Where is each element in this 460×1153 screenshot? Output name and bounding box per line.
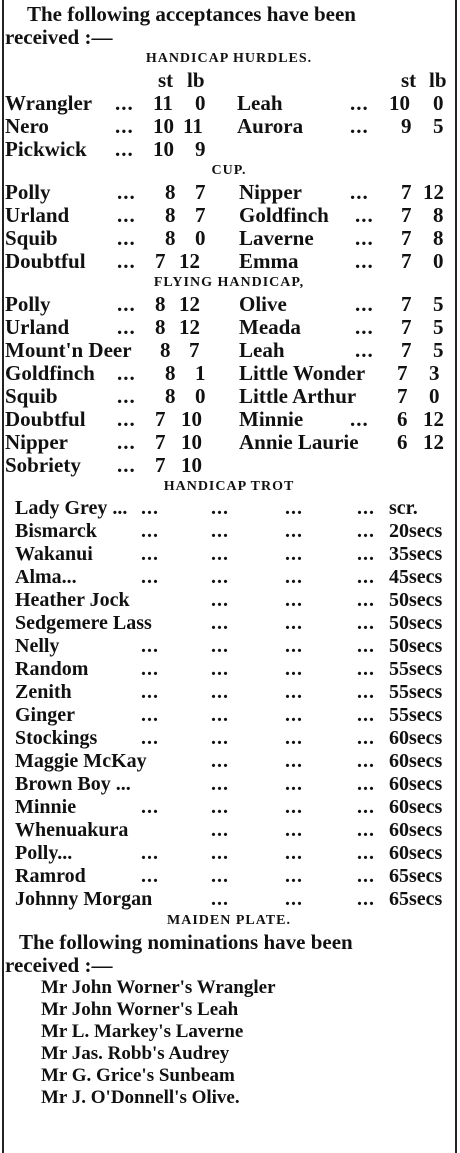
leader-dots: ...	[141, 520, 159, 542]
weight-st: 7	[155, 407, 166, 431]
weight-st: 8	[165, 384, 176, 408]
start-allowance: 60secs	[389, 796, 443, 818]
horse-name: Wrangler	[5, 91, 93, 115]
leader-dots: ...	[285, 658, 303, 680]
leader-dots: ...	[357, 589, 375, 611]
horse-name: Polly...	[15, 842, 73, 864]
leader-dots: ...	[285, 635, 303, 657]
leader-dots: ...	[285, 773, 303, 795]
leader-dots: ...	[355, 292, 374, 316]
leader-dots: ...	[115, 91, 134, 115]
leader-dots: ...	[211, 842, 229, 864]
leader-dots: ...	[117, 407, 136, 431]
horse-name: Mount'n Deer	[5, 338, 132, 362]
leader-dots: ...	[141, 796, 159, 818]
weight-lb: 10	[181, 430, 202, 454]
weight-lb: 9	[195, 137, 206, 161]
horse-name: Little Wonder	[239, 361, 366, 385]
leader-dots: ...	[285, 842, 303, 864]
horse-name: Squib	[5, 226, 58, 250]
start-allowance: 50secs	[389, 589, 443, 611]
column-rule-left	[2, 0, 4, 1153]
trot-entry-row	[5, 888, 453, 911]
leader-dots: ...	[357, 612, 375, 634]
horse-name: Nipper	[239, 180, 302, 204]
leader-dots: ...	[285, 681, 303, 703]
trot-entry-row	[5, 704, 453, 727]
leader-dots: ...	[357, 796, 375, 818]
leader-dots: ...	[211, 658, 229, 680]
weight-lb: 8	[433, 203, 444, 227]
start-allowance: 50secs	[389, 635, 443, 657]
weight-lb: 12	[423, 407, 444, 431]
nominations-list	[5, 977, 453, 1109]
start-allowance: 55secs	[389, 658, 443, 680]
entry-row	[5, 385, 453, 408]
weight-st: 7	[155, 430, 166, 454]
leader-dots: ...	[211, 727, 229, 749]
intro-line: received :—	[5, 25, 113, 49]
trot-entry-row	[5, 681, 453, 704]
horse-name: Zenith	[15, 681, 72, 703]
nomination-line: Mr G. Grice's Sunbeam	[41, 1065, 235, 1086]
leader-dots: ...	[117, 315, 136, 339]
leader-dots: ...	[211, 497, 229, 519]
weight-st: 8	[160, 338, 171, 362]
horse-name: Sedgemere Lass	[15, 612, 152, 634]
weight-st: 6	[397, 407, 408, 431]
horse-name: Alma...	[15, 566, 77, 588]
horse-name: Bismarck	[15, 520, 97, 542]
leader-dots: ...	[141, 543, 159, 565]
leader-dots: ...	[211, 750, 229, 772]
leader-dots: ...	[285, 497, 303, 519]
entry-row	[5, 204, 453, 227]
entry-row	[5, 362, 453, 385]
leader-dots: ...	[285, 520, 303, 542]
weight-st: 7	[155, 249, 166, 273]
hurdles-table	[5, 92, 453, 161]
horse-name: Doubtful	[5, 249, 86, 273]
entry-row	[5, 138, 453, 161]
horse-name: Whenuakura	[15, 819, 129, 841]
leader-dots: ...	[285, 612, 303, 634]
weight-st: 8	[165, 180, 176, 204]
start-allowance: scr.	[389, 497, 418, 519]
horse-name: Nelly	[15, 635, 60, 657]
weight-lb: 12	[179, 292, 200, 316]
leader-dots: ...	[285, 704, 303, 726]
leader-dots: ...	[117, 453, 136, 477]
weight-st: 7	[397, 361, 408, 385]
leader-dots: ...	[357, 704, 375, 726]
leader-dots: ...	[141, 704, 159, 726]
leader-dots: ...	[211, 681, 229, 703]
leader-dots: ...	[285, 543, 303, 565]
leader-dots: ...	[355, 315, 374, 339]
leader-dots: ...	[357, 543, 375, 565]
horse-name: Ramrod	[15, 865, 86, 887]
leader-dots: ...	[357, 727, 375, 749]
entry-row	[5, 181, 453, 204]
trot-entry-row	[5, 796, 453, 819]
entry-row	[5, 454, 453, 477]
leader-dots: ...	[355, 338, 374, 362]
leader-dots: ...	[357, 520, 375, 542]
unit-lb: lb	[187, 68, 205, 92]
leader-dots: ...	[141, 658, 159, 680]
trot-entry-row	[5, 635, 453, 658]
trot-entry-row	[5, 566, 453, 589]
weight-lb: 1	[195, 361, 206, 385]
horse-name: Leah	[237, 91, 283, 115]
horse-name: Olive	[239, 292, 287, 316]
leader-dots: ...	[141, 842, 159, 864]
trot-entry-row	[5, 612, 453, 635]
weight-st: 7	[401, 203, 412, 227]
trot-entry-row	[5, 543, 453, 566]
leader-dots: ...	[211, 888, 229, 910]
horse-name: Minnie	[239, 407, 304, 431]
weight-st: 11	[153, 91, 173, 115]
section-heading-hurdles: HANDICAP HURDLES.	[145, 51, 313, 66]
leader-dots: ...	[141, 566, 159, 588]
leader-dots: ...	[211, 543, 229, 565]
horse-name: Urland	[5, 315, 70, 339]
horse-name: Nipper	[5, 430, 68, 454]
start-allowance: 20secs	[389, 520, 443, 542]
horse-name: Pickwick	[5, 137, 87, 161]
leader-dots: ...	[357, 773, 375, 795]
horse-name: Nero	[5, 114, 49, 138]
horse-name: Ginger	[15, 704, 75, 726]
entry-row	[5, 316, 453, 339]
weight-lb: 10	[181, 453, 202, 477]
section-heading-flying: FLYING HANDICAP,	[153, 275, 305, 290]
horse-name: Goldfinch	[5, 361, 95, 385]
weight-lb: 5	[433, 292, 444, 316]
unit-st: st	[158, 68, 174, 92]
article	[5, 3, 453, 1109]
trot-entry-row	[5, 819, 453, 842]
horse-name: Aurora	[237, 114, 304, 138]
leader-dots: ...	[211, 635, 229, 657]
weight-st: 10	[153, 137, 174, 161]
horse-name: Brown Boy ...	[15, 773, 131, 795]
weight-st: 8	[155, 292, 166, 316]
leader-dots: ...	[357, 865, 375, 887]
horse-name: Polly	[5, 180, 51, 204]
horse-name: Stockings	[15, 727, 98, 749]
horse-name: Annie Laurie	[239, 430, 359, 454]
leader-dots: ...	[141, 727, 159, 749]
trot-table	[5, 497, 453, 911]
leader-dots: ...	[211, 819, 229, 841]
horse-name: Urland	[5, 203, 70, 227]
leader-dots: ...	[141, 681, 159, 703]
weight-st: 8	[165, 226, 176, 250]
horse-name: Maggie McKay	[15, 750, 147, 772]
weight-st: 7	[401, 292, 412, 316]
weight-st: 7	[397, 384, 408, 408]
trot-entry-row	[5, 727, 453, 750]
weight-lb: 10	[181, 407, 202, 431]
leader-dots: ...	[285, 750, 303, 772]
weight-lb: 5	[433, 315, 444, 339]
weight-st: 7	[155, 453, 166, 477]
leader-dots: ...	[357, 658, 375, 680]
leader-dots: ...	[211, 773, 229, 795]
nomination-line: Mr John Worner's Leah	[41, 999, 239, 1020]
leader-dots: ...	[211, 520, 229, 542]
nomination-line: Mr L. Markey's Laverne	[41, 1021, 244, 1042]
flying-table	[5, 293, 453, 477]
weight-st: 8	[155, 315, 166, 339]
weight-lb: 0	[195, 226, 206, 250]
weight-st: 7	[401, 180, 412, 204]
weight-st: 7	[401, 249, 412, 273]
weight-lb: 12	[423, 430, 444, 454]
trot-entry-row	[5, 497, 453, 520]
weight-lb: 0	[429, 384, 440, 408]
weight-lb: 3	[429, 361, 440, 385]
weight-lb: 5	[433, 338, 444, 362]
weight-lb: 0	[433, 249, 444, 273]
start-allowance: 50secs	[389, 612, 443, 634]
weight-lb: 12	[179, 249, 200, 273]
leader-dots: ...	[357, 888, 375, 910]
entry-row	[5, 92, 453, 115]
horse-name: Emma	[239, 249, 299, 273]
leader-dots: ...	[141, 865, 159, 887]
weight-st: 7	[401, 226, 412, 250]
entry-row	[5, 408, 453, 431]
weight-st: 7	[401, 315, 412, 339]
leader-dots: ...	[355, 226, 374, 250]
start-allowance: 65secs	[389, 888, 443, 910]
trot-entry-row	[5, 520, 453, 543]
horse-name: Goldfinch	[239, 203, 329, 227]
leader-dots: ...	[357, 750, 375, 772]
horse-name: Minnie	[15, 796, 77, 818]
leader-dots: ...	[117, 292, 136, 316]
start-allowance: 60secs	[389, 750, 443, 772]
leader-dots: ...	[117, 430, 136, 454]
leader-dots: ...	[211, 704, 229, 726]
entry-row	[5, 431, 453, 454]
trot-entry-row	[5, 658, 453, 681]
leader-dots: ...	[115, 114, 134, 138]
leader-dots: ...	[117, 384, 136, 408]
leader-dots: ...	[285, 566, 303, 588]
start-allowance: 35secs	[389, 543, 443, 565]
entry-row	[5, 227, 453, 250]
leader-dots: ...	[355, 203, 374, 227]
leader-dots: ...	[285, 589, 303, 611]
weight-lb: 12	[179, 315, 200, 339]
cup-table	[5, 181, 453, 273]
weight-lb: 7	[195, 203, 206, 227]
leader-dots: ...	[117, 203, 136, 227]
leader-dots: ...	[117, 180, 136, 204]
weight-lb: 0	[195, 384, 206, 408]
horse-name: Leah	[239, 338, 285, 362]
weight-lb: 7	[195, 180, 206, 204]
leader-dots: ...	[141, 635, 159, 657]
horse-name: Polly	[5, 292, 51, 316]
horse-name: Lady Grey ...	[15, 497, 128, 519]
weight-st: 6	[397, 430, 408, 454]
weight-st: 10	[153, 114, 174, 138]
horse-name: Random	[15, 658, 89, 680]
leader-dots: ...	[285, 865, 303, 887]
intro-line: The following acceptances have been	[27, 2, 356, 26]
leader-dots: ...	[141, 497, 159, 519]
column-rule-right	[455, 0, 457, 1153]
trot-entry-row	[5, 750, 453, 773]
start-allowance: 60secs	[389, 773, 443, 795]
start-allowance: 65secs	[389, 865, 443, 887]
leader-dots: ...	[285, 888, 303, 910]
start-allowance: 55secs	[389, 704, 443, 726]
leader-dots: ...	[285, 796, 303, 818]
entry-row	[5, 250, 453, 273]
leader-dots: ...	[211, 796, 229, 818]
entry-row	[5, 115, 453, 138]
start-allowance: 60secs	[389, 727, 443, 749]
leader-dots: ...	[355, 249, 374, 273]
start-allowance: 45secs	[389, 566, 443, 588]
leader-dots: ...	[211, 589, 229, 611]
unit-st: st	[401, 68, 417, 92]
leader-dots: ...	[350, 114, 369, 138]
leader-dots: ...	[285, 819, 303, 841]
weight-st: 9	[401, 114, 412, 138]
horse-name: Doubtful	[5, 407, 86, 431]
leader-dots: ...	[211, 865, 229, 887]
section-heading-trot: HANDICAP TROT	[163, 479, 295, 494]
section-heading-cup: CUP.	[211, 163, 247, 178]
weight-lb: 0	[195, 91, 206, 115]
leader-dots: ...	[117, 249, 136, 273]
trot-entry-row	[5, 865, 453, 888]
leader-dots: ...	[357, 681, 375, 703]
horse-name: Meada	[239, 315, 301, 339]
trot-entry-row	[5, 773, 453, 796]
leader-dots: ...	[350, 180, 369, 204]
maiden-intro-line: The following nominations have been	[19, 930, 353, 954]
leader-dots: ...	[117, 361, 136, 385]
leader-dots: ...	[211, 566, 229, 588]
horse-name: Little Arthur	[239, 384, 357, 408]
weight-lb: 8	[433, 226, 444, 250]
horse-name: Laverne	[239, 226, 314, 250]
weight-lb: 5	[433, 114, 444, 138]
trot-entry-row	[5, 842, 453, 865]
weight-st: 8	[165, 361, 176, 385]
entry-row	[5, 293, 453, 316]
leader-dots: ...	[211, 612, 229, 634]
leader-dots: ...	[357, 819, 375, 841]
nomination-line: Mr J. O'Donnell's Olive.	[41, 1087, 240, 1108]
maiden-intro-line: received :—	[5, 953, 113, 977]
leader-dots: ...	[357, 566, 375, 588]
trot-entry-row	[5, 589, 453, 612]
leader-dots: ...	[115, 137, 134, 161]
weight-lb: 7	[189, 338, 200, 362]
weight-lb: 12	[423, 180, 444, 204]
start-allowance: 60secs	[389, 819, 443, 841]
horse-name: Sobriety	[5, 453, 81, 477]
unit-lb: lb	[429, 68, 447, 92]
horse-name: Squib	[5, 384, 58, 408]
weight-st: 7	[401, 338, 412, 362]
start-allowance: 55secs	[389, 681, 443, 703]
leader-dots: ...	[357, 842, 375, 864]
leader-dots: ...	[285, 727, 303, 749]
section-heading-maiden: MAIDEN PLATE.	[167, 913, 291, 928]
horse-name: Johnny Morgan	[15, 888, 153, 910]
entry-row	[5, 339, 453, 362]
weight-lb: 11	[183, 114, 203, 138]
nomination-line: Mr John Worner's Wrangler	[41, 977, 276, 998]
weight-st: 8	[165, 203, 176, 227]
leader-dots: ...	[117, 226, 136, 250]
start-allowance: 60secs	[389, 842, 443, 864]
leader-dots: ...	[350, 407, 369, 431]
horse-name: Wakanui	[15, 543, 93, 565]
horse-name: Heather Jock	[15, 589, 130, 611]
units-row	[5, 69, 453, 92]
leader-dots: ...	[350, 91, 369, 115]
weight-lb: 0	[433, 91, 444, 115]
nomination-line: Mr Jas. Robb's Audrey	[41, 1043, 230, 1064]
weight-st: 10	[389, 91, 410, 115]
leader-dots: ...	[357, 497, 375, 519]
leader-dots: ...	[357, 635, 375, 657]
